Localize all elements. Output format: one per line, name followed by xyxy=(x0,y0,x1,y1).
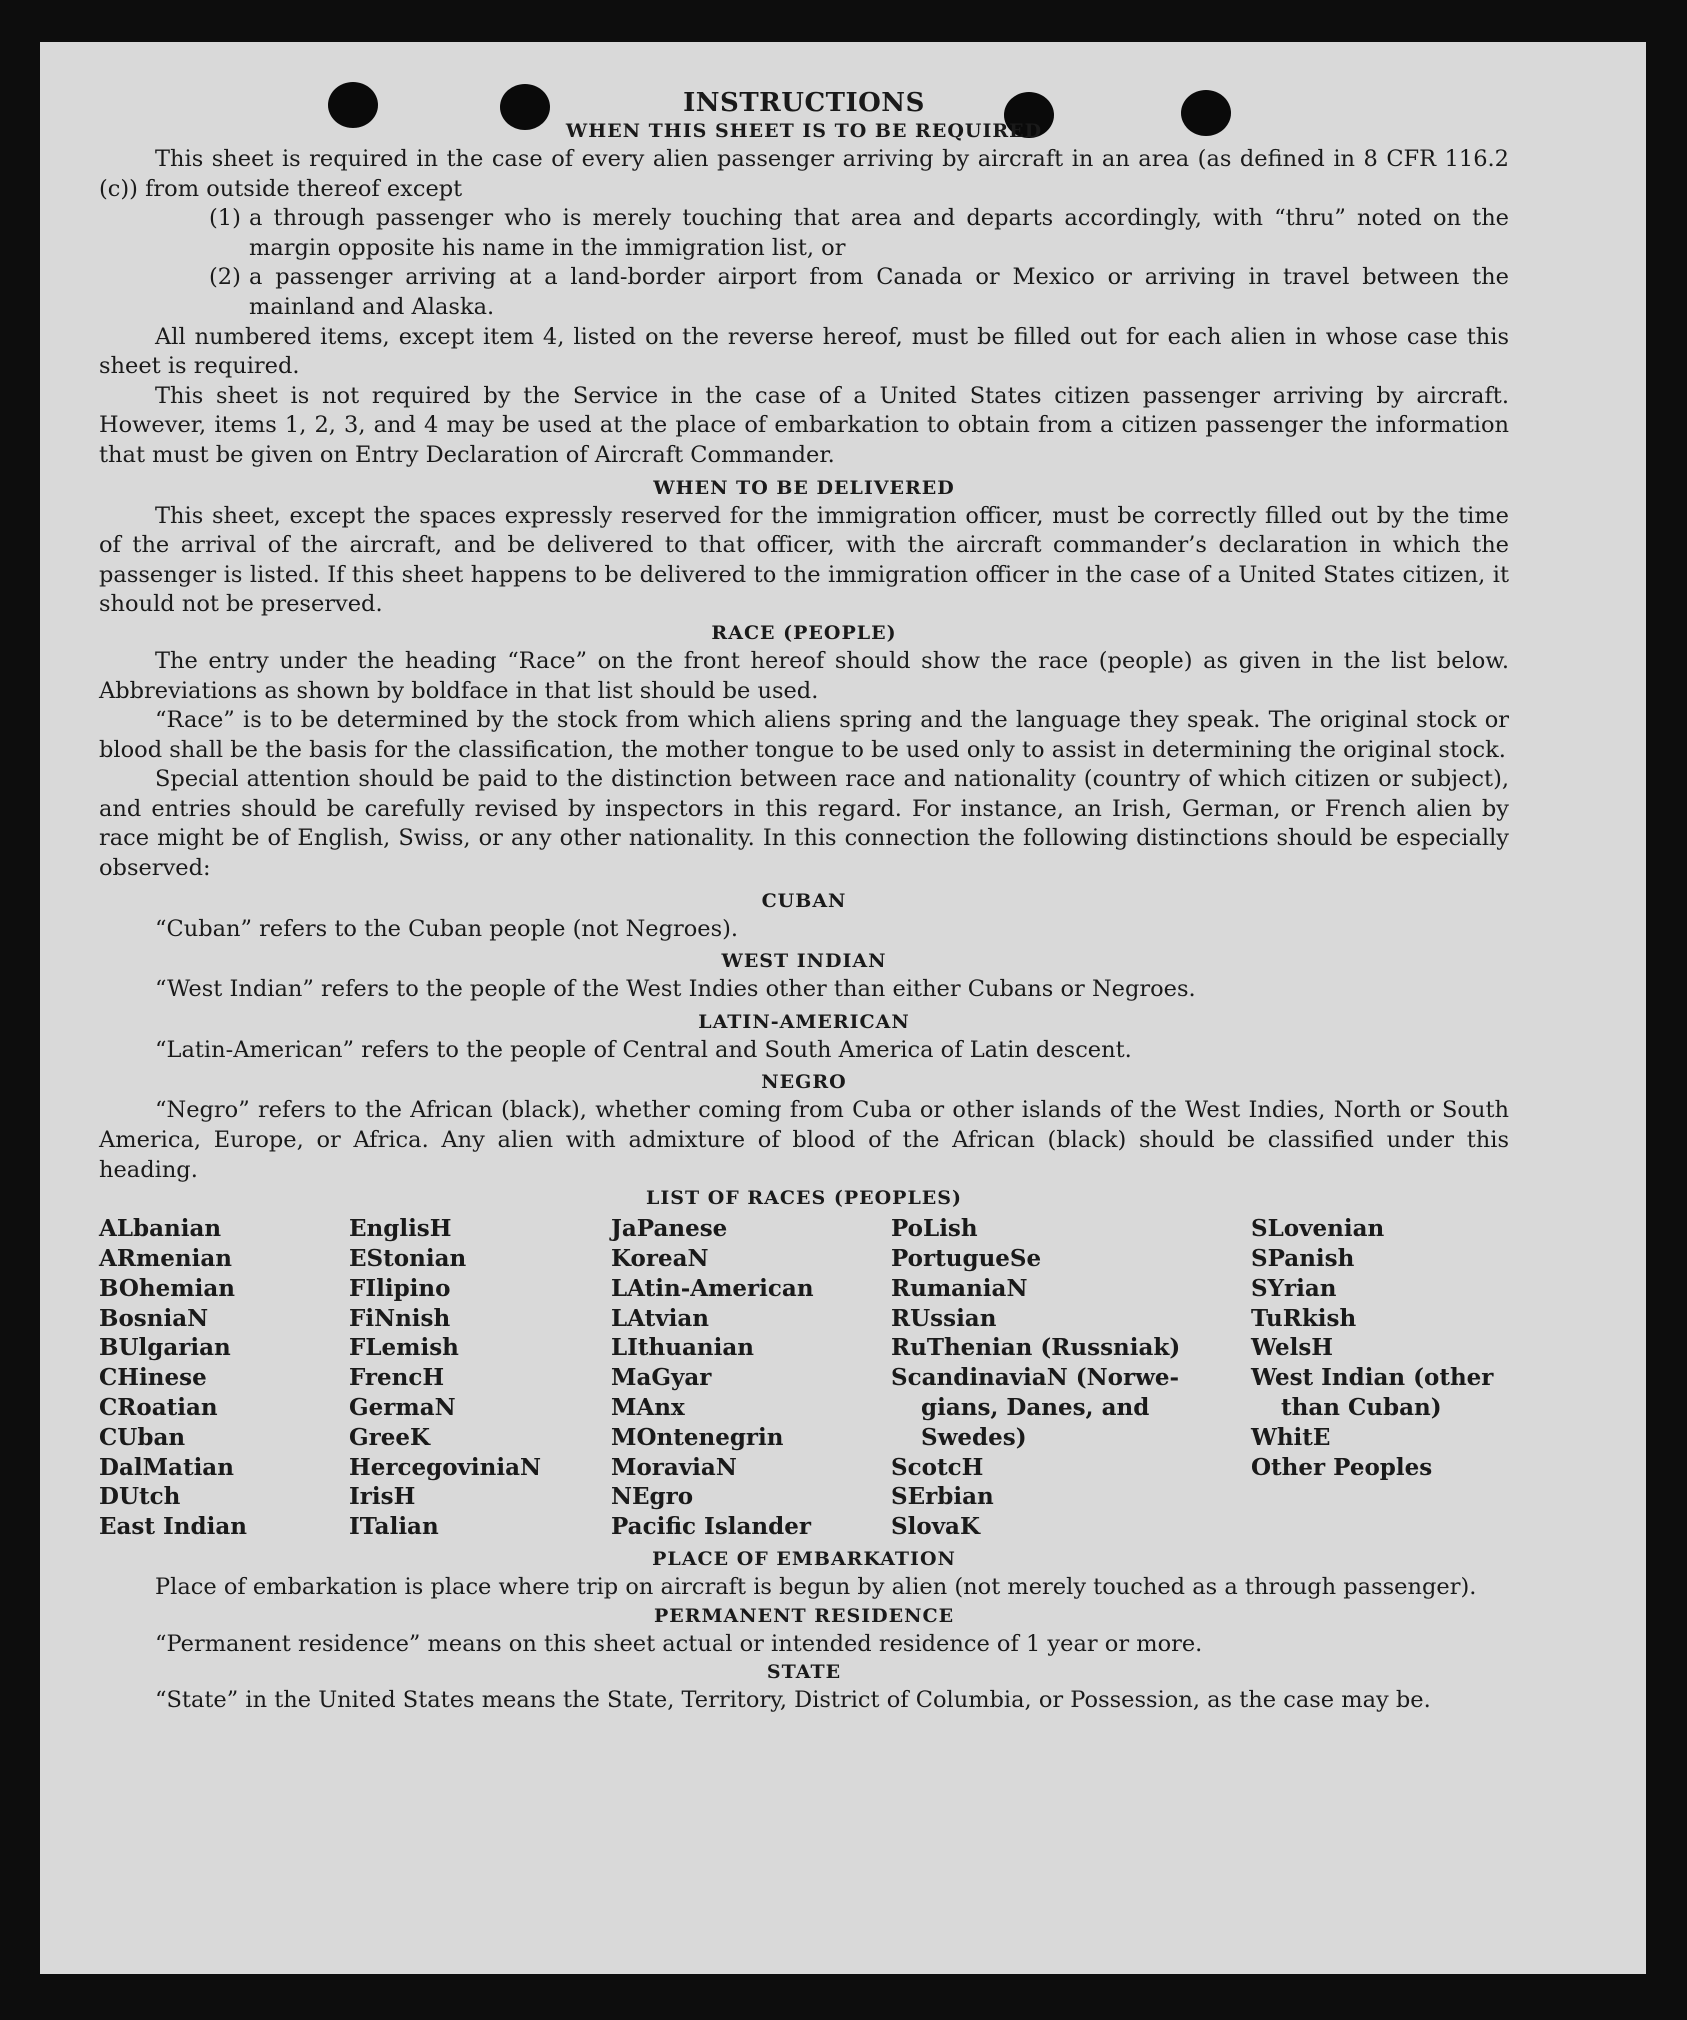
race-entry: TuRkish xyxy=(1251,1304,1357,1332)
race-entry: RUssian xyxy=(891,1304,997,1332)
paragraph-latin-american: “Latin-American” refers to the people of Central and South America of Latin descent. xyxy=(155,1036,1132,1063)
race-entry: RumaniaN xyxy=(891,1274,1028,1302)
race-entry: ScotcH xyxy=(891,1453,984,1481)
section-heading-when-delivered: WHEN TO BE DELIVERED xyxy=(653,476,955,499)
race-entry: KoreaN xyxy=(611,1245,709,1273)
race-entry: ScandinaviaN (Norwe- xyxy=(891,1364,1180,1392)
race-entry: SErbian xyxy=(891,1483,994,1511)
paragraph-race-1: The entry under the heading “Race” on the front hereof should show the race (people) as given in the list below. Abbreviations as shown by boldface in that list should be used. xyxy=(99,647,1509,704)
race-entry: FrencH xyxy=(349,1364,445,1392)
list-item-number: (2) xyxy=(209,264,241,291)
race-entry: SYrian xyxy=(1251,1274,1337,1302)
section-heading-residence: PERMANENT RESIDENCE xyxy=(653,1604,955,1627)
paragraph-state: “State” in the United States means the State, Territory, District of Columbia, or Possession, as the case may be. xyxy=(155,1687,1431,1714)
race-entry: WhitE xyxy=(1251,1423,1331,1451)
race-entry: Pacific Islander xyxy=(611,1513,811,1541)
list-item xyxy=(99,204,1509,263)
list-item-text: a through passenger who is merely touching that area and departs accordingly, with “thru” noted on the margin opposite his name in the immigration list, or xyxy=(249,205,1509,261)
race-entry: LIthuanian xyxy=(611,1334,754,1362)
race-entry: SlovaK xyxy=(891,1513,980,1541)
document-body xyxy=(99,84,1509,1716)
race-entry: CRoatian xyxy=(99,1394,218,1421)
race-entry: GreeK xyxy=(349,1423,431,1451)
list-item xyxy=(99,263,1509,322)
race-entry: IrisH xyxy=(349,1483,416,1511)
list-item-number: (1) xyxy=(209,205,241,232)
paragraph-when-required-intro: This sheet is required in the case of every alien passenger arriving by aircraft in an area (as defined in 8 CFR 116.2 (c)) from outside thereof except xyxy=(99,146,1509,202)
paragraph-race-2: “Race” is to be determined by the stock from which aliens spring and the language they speak. The original stock or blood shall be the basis for the classification, the mother tongue to be used only to assist in determining the original stock. xyxy=(99,707,1509,763)
race-entry: Swedes) xyxy=(921,1423,1027,1451)
race-entry: LAtvian xyxy=(611,1304,709,1332)
section-heading-embarkation: PLACE OF EMBARKATION xyxy=(652,1547,956,1570)
race-entry: SLovenian xyxy=(1251,1215,1385,1243)
list-item-text: a passenger arriving at a land-border airport from Canada or Mexico or arriving in travel between the mainland and Alaska. xyxy=(249,264,1509,320)
paragraph-when-delivered: This sheet, except the spaces expressly reserved for the immigration officer, must be correctly filled out by the time of the arrival of the aircraft, and be delivered to that officer, with the aircraft commander’s declaration in which the passenger is listed. If this sheet happens to be delivered to the immigration officer in the case of a United States citizen, it should not be preserved. xyxy=(99,502,1509,618)
section-heading-cuban: CUBAN xyxy=(761,889,847,912)
race-entry: ITalian xyxy=(349,1513,439,1541)
paragraph-embarkation: Place of embarkation is place where trip on aircraft is begun by alien (not merely touched as a through passenger). xyxy=(155,1573,1477,1600)
paragraph-numbered-items: All numbered items, except item 4, listed on the reverse hereof, must be filled out for each alien in whose case this sheet is required. xyxy=(99,323,1509,380)
races-list xyxy=(99,1214,1509,1542)
section-heading-when-required: WHEN THIS SHEET IS TO BE REQUIRED xyxy=(565,120,1043,142)
race-entry: BUlgarian xyxy=(99,1334,231,1362)
race-entry: BOhemian xyxy=(99,1274,235,1302)
document-title: INSTRUCTIONS xyxy=(683,88,925,118)
paragraph-residence: “Permanent residence” means on this sheet actual or intended residence of 1 year or more. xyxy=(155,1630,1203,1657)
race-entry: West Indian (other xyxy=(1251,1364,1494,1392)
section-heading-latin-american: LATIN-AMERICAN xyxy=(698,1010,910,1033)
race-entry: MoraviaN xyxy=(611,1453,737,1481)
races-column xyxy=(99,1214,349,1542)
race-entry: NEgro xyxy=(611,1483,694,1511)
race-entry: FiNnish xyxy=(349,1304,451,1332)
races-column xyxy=(1251,1214,1501,1542)
race-entry: PortugueSe xyxy=(891,1245,1042,1273)
paragraph-race-3: Special attention should be paid to the distinction between race and nationality (country of which citizen or subject), and entries should be carefully revised by inspectors in this regard. For instance, an Irish, German, or French alien by race might be of English, Swiss, or any other nationality. In this connection the following distinctions should be especially observed: xyxy=(99,766,1509,882)
race-entry: MaGyar xyxy=(611,1364,712,1392)
section-heading-negro: NEGRO xyxy=(761,1071,847,1094)
paragraph-citizen: This sheet is not required by the Service in the case of a United States citizen passenger arriving by aircraft. However, items 1, 2, 3, and 4 may be used at the place of embarkation to obtain from a citizen passenger the information that must be given on Entry Declaration of Aircraft Commander. xyxy=(99,382,1509,468)
races-column xyxy=(611,1214,891,1542)
race-entry: CHinese xyxy=(99,1364,207,1392)
race-entry: gians, Danes, and xyxy=(921,1394,1150,1421)
races-column xyxy=(349,1214,611,1542)
race-entry: PoLish xyxy=(891,1215,978,1243)
race-entry: HercegoviniaN xyxy=(349,1453,542,1481)
race-entry: DUtch xyxy=(99,1483,181,1511)
race-entry: MOntenegrin xyxy=(611,1423,784,1451)
race-entry: RuThenian (Russniak) xyxy=(891,1334,1181,1362)
section-heading-state: STATE xyxy=(766,1661,842,1684)
race-entry: MAnx xyxy=(611,1394,685,1421)
race-entry: ARmenian xyxy=(99,1245,233,1273)
race-entry: EStonian xyxy=(349,1245,467,1273)
race-entry: WelsH xyxy=(1251,1334,1334,1362)
race-entry: JaPanese xyxy=(611,1215,728,1243)
paragraph-cuban: “Cuban” refers to the Cuban people (not Negroes). xyxy=(155,915,739,942)
races-column xyxy=(891,1214,1251,1542)
paragraph-negro: “Negro” refers to the African (black), whether coming from Cuba or other islands of the West Indies, North or South America, Europe, or Africa. Any alien with admixture of blood of the African (black) should be classified under this heading. xyxy=(99,1097,1509,1183)
paragraph-west-indian: “West Indian” refers to the people of the West Indies other than either Cubans or Negroes. xyxy=(155,976,1196,1003)
race-entry: FIlipino xyxy=(349,1274,451,1302)
race-entry: ALbanian xyxy=(99,1215,222,1243)
section-heading-list-of-races: LIST OF RACES (PEOPLES) xyxy=(646,1187,962,1210)
race-entry: Other Peoples xyxy=(1251,1453,1433,1481)
race-entry: LAtin-American xyxy=(611,1274,814,1302)
race-entry: SPanish xyxy=(1251,1245,1355,1273)
race-entry: GermaN xyxy=(349,1394,456,1421)
race-entry: DalMatian xyxy=(99,1453,234,1481)
race-entry: FLemish xyxy=(349,1334,459,1362)
section-heading-west-indian: WEST INDIAN xyxy=(721,950,887,973)
race-entry: CUban xyxy=(99,1423,186,1451)
race-entry: BosniaN xyxy=(99,1304,209,1332)
race-entry: EnglisH xyxy=(349,1215,452,1243)
race-entry: than Cuban) xyxy=(1281,1394,1442,1421)
section-heading-race: RACE (PEOPLE) xyxy=(711,621,897,644)
race-entry: East Indian xyxy=(99,1513,247,1541)
